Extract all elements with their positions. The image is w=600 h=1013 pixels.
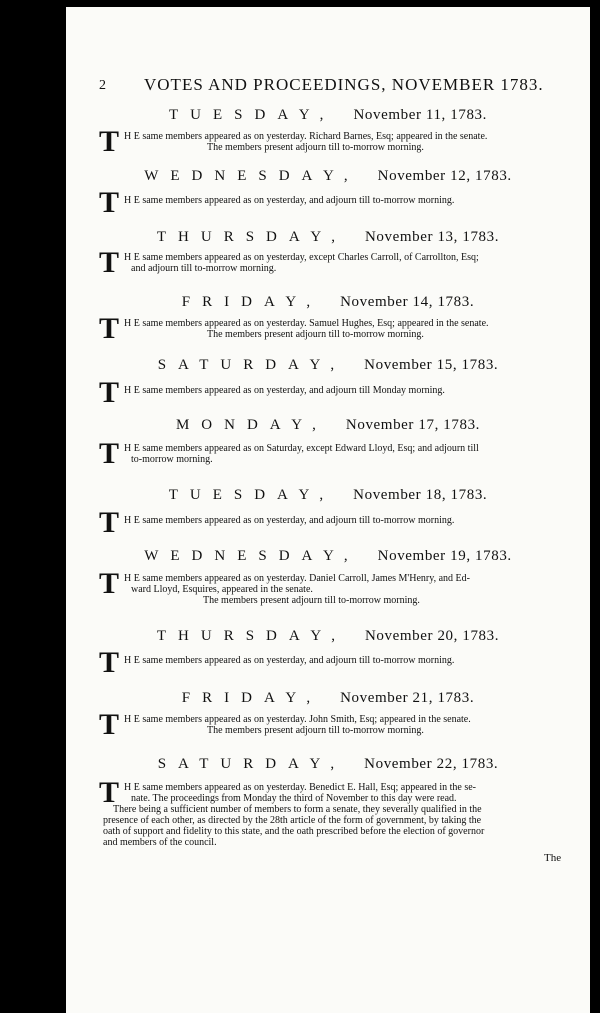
entry-line: H E same members appeared as on yesterday, and adjourn till to-morrow morning. bbox=[124, 515, 455, 526]
day-heading bbox=[66, 357, 590, 374]
entry-line: H E same members appeared as on yesterday. Daniel Carroll, James M'Henry, and Ed- bbox=[124, 573, 470, 584]
day-date: November 18, 1783. bbox=[353, 487, 488, 503]
day-date: November 14, 1783. bbox=[340, 294, 475, 310]
day-heading bbox=[66, 690, 590, 707]
day-name: FRIDAY, bbox=[181, 294, 323, 310]
drop-cap: T bbox=[99, 125, 120, 158]
day-date: November 11, 1783. bbox=[353, 107, 487, 123]
entry-line: and members of the council. bbox=[103, 837, 217, 848]
entry-line: ward Lloyd, Esquires, appeared in the senate. bbox=[131, 584, 313, 595]
entry-line: H E same members appeared as on yesterday, and adjourn till Monday morning. bbox=[124, 385, 445, 396]
day-date: November 17, 1783. bbox=[345, 417, 481, 433]
drop-cap: T bbox=[99, 186, 120, 219]
day-heading bbox=[66, 417, 590, 434]
day-name: THURSDAY, bbox=[156, 229, 347, 245]
day-heading bbox=[66, 229, 590, 246]
day-name: TUESDAY, bbox=[169, 107, 336, 123]
day-name: THURSDAY, bbox=[156, 628, 347, 644]
day-heading bbox=[66, 548, 590, 565]
drop-cap: T bbox=[99, 376, 120, 409]
entry-line: oath of support and fidelity to this state, and the oath prescribed before the election of governor bbox=[103, 826, 485, 837]
day-name: SATURDAY, bbox=[157, 357, 347, 373]
entry-line: H E same members appeared as on yesterday. Samuel Hughes, Esq; appeared in the senate. bbox=[124, 318, 489, 329]
drop-cap: T bbox=[99, 776, 120, 809]
entry-line: H E same members appeared as on yesterday, and adjourn till to-morrow morning. bbox=[124, 655, 455, 666]
entry-line: There being a sufficient number of members to form a senate, they severally qualified in the bbox=[113, 804, 482, 815]
day-heading bbox=[66, 487, 590, 504]
day-date: November 12, 1783. bbox=[377, 168, 512, 184]
running-title: VOTES AND PROCEEDINGS, NOVEMBER 1783. bbox=[144, 75, 544, 94]
day-heading bbox=[66, 628, 590, 645]
day-heading bbox=[66, 107, 590, 124]
day-date: November 22, 1783. bbox=[364, 756, 499, 772]
drop-cap: T bbox=[99, 646, 120, 679]
drop-cap: T bbox=[99, 708, 120, 741]
day-date: November 21, 1783. bbox=[340, 690, 475, 706]
day-date: November 19, 1783. bbox=[377, 548, 512, 564]
day-name: SATURDAY, bbox=[157, 756, 347, 772]
drop-cap: T bbox=[99, 246, 120, 279]
day-heading bbox=[66, 756, 590, 773]
catchword: The bbox=[544, 852, 562, 864]
day-name: WEDNESDAY, bbox=[144, 548, 360, 564]
entry-line: The members present adjourn till to-morrow morning. bbox=[207, 142, 424, 153]
entry-line: to-morrow morning. bbox=[131, 454, 213, 465]
day-date: November 13, 1783. bbox=[365, 229, 500, 245]
drop-cap: T bbox=[99, 437, 120, 470]
day-heading bbox=[66, 294, 590, 311]
day-name: TUESDAY, bbox=[168, 487, 336, 503]
document-page bbox=[66, 7, 590, 1013]
entry-line: presence of each other, as directed by the 28th article of the form of government, by taking the bbox=[103, 815, 482, 826]
drop-cap: T bbox=[99, 506, 120, 539]
day-date: November 15, 1783. bbox=[364, 357, 499, 373]
day-heading bbox=[66, 168, 590, 185]
drop-cap: T bbox=[99, 567, 120, 600]
entry-line: H E same members appeared as on yesterday. Benedict E. Hall, Esq; appeared in the se- bbox=[124, 782, 476, 793]
page-number: 2 bbox=[99, 78, 107, 93]
entry-line: H E same members appeared as on yesterday, except Charles Carroll, of Carrollton, Esq; bbox=[124, 252, 479, 263]
day-name: FRIDAY, bbox=[181, 690, 323, 706]
entry-line: H E same members appeared as on yesterday, and adjourn till to-morrow morning. bbox=[124, 195, 455, 206]
day-name: MONDAY, bbox=[175, 417, 328, 433]
day-name: WEDNESDAY, bbox=[144, 168, 360, 184]
entry-line: The members present adjourn till to-morrow morning. bbox=[207, 329, 424, 340]
page-header bbox=[66, 75, 590, 99]
entry-line: H E same members appeared as on yesterday. John Smith, Esq; appeared in the senate. bbox=[124, 714, 471, 725]
entry-line: The members present adjourn till to-morrow morning. bbox=[203, 595, 420, 606]
entry-line: H E same members appeared as on yesterday. Richard Barnes, Esq; appeared in the senate. bbox=[124, 131, 488, 142]
entry-line: and adjourn till to-morrow morning. bbox=[131, 263, 277, 274]
day-date: November 20, 1783. bbox=[365, 628, 500, 644]
entry-line: H E same members appeared as on Saturday, except Edward Lloyd, Esq; and adjourn till bbox=[124, 443, 479, 454]
entry-line: nate. The proceedings from Monday the third of November to this day were read. bbox=[131, 793, 457, 804]
entry-line: The members present adjourn till to-morrow morning. bbox=[207, 725, 424, 736]
drop-cap: T bbox=[99, 312, 120, 345]
